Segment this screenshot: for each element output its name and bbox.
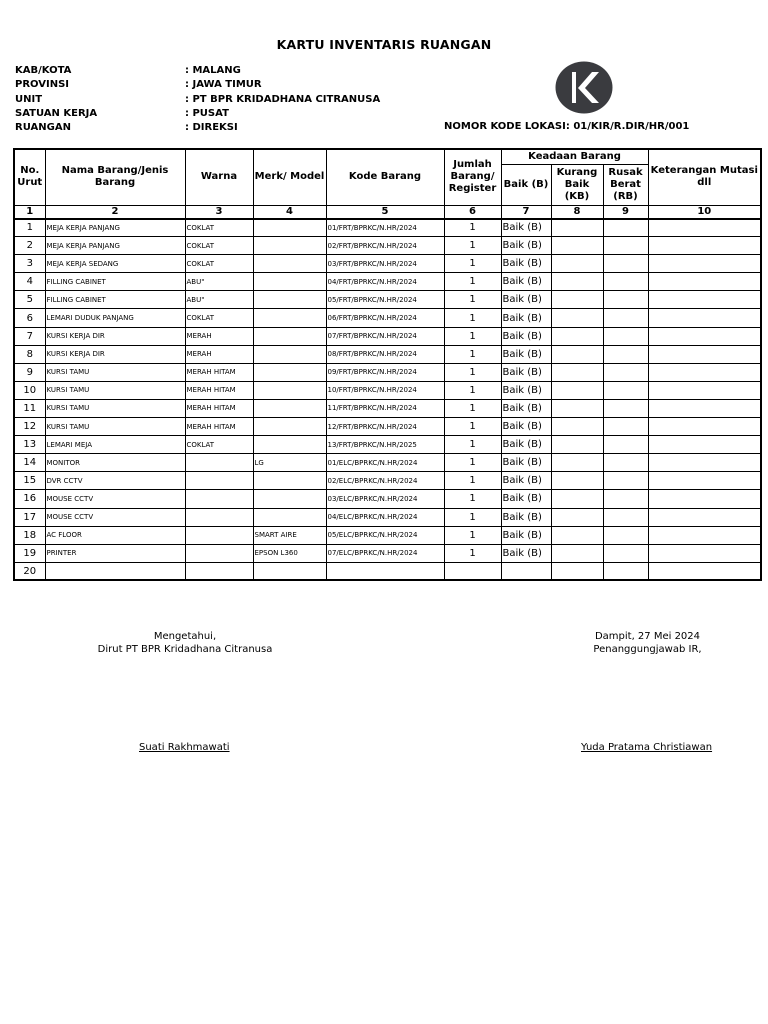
- cell-code: 06/FRT/BPRKC/N.HR/2024: [326, 309, 444, 327]
- cell-no: 16: [14, 490, 45, 508]
- cell-code: 05/ELC/BPRKC/N.HR/2024: [326, 526, 444, 544]
- inventory-table: [13, 148, 762, 581]
- table-row: [14, 418, 761, 436]
- cell-name: KURSI TAMU: [45, 399, 185, 417]
- cell-qty: [444, 562, 501, 580]
- cell-color: [185, 472, 253, 490]
- table-row: [14, 327, 761, 345]
- cell-name: MOUSE CCTV: [45, 490, 185, 508]
- cell-note: [648, 418, 761, 436]
- cell-qty: 1: [444, 309, 501, 327]
- cell-brand: [253, 436, 326, 454]
- info-row-unit: [15, 93, 380, 107]
- column-number: 7: [501, 205, 551, 219]
- cell-name: MEJA KERJA SEDANG: [45, 255, 185, 273]
- table-row: [14, 291, 761, 309]
- k-logo-icon: [555, 61, 613, 114]
- cell-qty: 1: [444, 418, 501, 436]
- cell-code: 03/ELC/BPRKC/N.HR/2024: [326, 490, 444, 508]
- cell-name: KURSI TAMU: [45, 363, 185, 381]
- cell-good: Baik (B): [501, 363, 551, 381]
- cell-broken: [603, 345, 648, 363]
- signature-left-line2: Dirut PT BPR Kridadhana Citranusa: [97, 644, 273, 655]
- info-value: : PT BPR KRIDADHANA CITRANUSA: [185, 93, 381, 105]
- cell-brand: [253, 381, 326, 399]
- cell-name: MEJA KERJA PANJANG: [45, 237, 185, 255]
- cell-good: Baik (B): [501, 472, 551, 490]
- cell-color: [185, 490, 253, 508]
- cell-name: [45, 562, 185, 580]
- cell-good: Baik (B): [501, 399, 551, 417]
- table-row: [14, 309, 761, 327]
- cell-broken: [603, 436, 648, 454]
- cell-note: [648, 490, 761, 508]
- cell-broken: [603, 454, 648, 472]
- cell-color: MERAH HITAM: [185, 399, 253, 417]
- info-label: PROVINSI: [15, 79, 70, 91]
- cell-code: 02/ELC/BPRKC/N.HR/2024: [326, 472, 444, 490]
- cell-brand: [253, 508, 326, 526]
- cell-good: Baik (B): [501, 436, 551, 454]
- column-number: 4: [253, 205, 326, 219]
- cell-broken: [603, 309, 648, 327]
- cell-color: MERAH HITAM: [185, 418, 253, 436]
- cell-fair: [551, 363, 603, 381]
- cell-code: 05/FRT/BPRKC/N.HR/2024: [326, 291, 444, 309]
- info-label: RUANGAN: [15, 122, 71, 134]
- table-row: [14, 237, 761, 255]
- cell-code: 03/FRT/BPRKC/N.HR/2024: [326, 255, 444, 273]
- cell-code: 13/FRT/BPRKC/N.HR/2025: [326, 436, 444, 454]
- cell-brand: [253, 309, 326, 327]
- page-title: KARTU INVENTARIS RUANGAN: [276, 37, 492, 52]
- cell-broken: [603, 237, 648, 255]
- cell-no: 4: [14, 273, 45, 291]
- cell-brand: [253, 237, 326, 255]
- table-row: [14, 381, 761, 399]
- cell-brand: [253, 219, 326, 237]
- table-row: [14, 255, 761, 273]
- cell-broken: [603, 363, 648, 381]
- table-row: [14, 399, 761, 417]
- table-row: [14, 562, 761, 580]
- cell-fair: [551, 255, 603, 273]
- cell-qty: 1: [444, 544, 501, 562]
- cell-name: KURSI KERJA DIR: [45, 345, 185, 363]
- cell-qty: 1: [444, 219, 501, 237]
- cell-good: Baik (B): [501, 309, 551, 327]
- info-row-provinsi: [15, 78, 380, 92]
- cell-code: 08/FRT/BPRKC/N.HR/2024: [326, 345, 444, 363]
- signature-right-name: Yuda Pratama Christiawan: [581, 742, 713, 753]
- signature-right: [560, 630, 735, 656]
- cell-fair: [551, 291, 603, 309]
- cell-name: KURSI KERJA DIR: [45, 327, 185, 345]
- cell-brand: [253, 345, 326, 363]
- header-brand: Merk/ Model: [253, 149, 326, 205]
- cell-note: [648, 562, 761, 580]
- cell-code: 02/FRT/BPRKC/N.HR/2024: [326, 237, 444, 255]
- info-value: : MALANG: [185, 65, 241, 76]
- cell-good: Baik (B): [501, 327, 551, 345]
- cell-color: ABU": [185, 291, 253, 309]
- cell-qty: 1: [444, 291, 501, 309]
- cell-color: [185, 454, 253, 472]
- cell-color: COKLAT: [185, 255, 253, 273]
- cell-color: COKLAT: [185, 309, 253, 327]
- cell-broken: [603, 526, 648, 544]
- cell-good: Baik (B): [501, 237, 551, 255]
- cell-no: 9: [14, 363, 45, 381]
- cell-name: PRINTER: [45, 544, 185, 562]
- cell-fair: [551, 562, 603, 580]
- cell-no: 17: [14, 508, 45, 526]
- cell-qty: 1: [444, 526, 501, 544]
- cell-good: Baik (B): [501, 273, 551, 291]
- cell-qty: 1: [444, 508, 501, 526]
- info-value: : PUSAT: [185, 107, 229, 119]
- cell-broken: [603, 418, 648, 436]
- table-row: [14, 363, 761, 381]
- info-block: [15, 64, 380, 135]
- cell-no: 5: [14, 291, 45, 309]
- cell-qty: 1: [444, 345, 501, 363]
- cell-color: MERAH HITAM: [185, 363, 253, 381]
- column-number: 6: [444, 205, 501, 219]
- info-row-ruangan: [15, 121, 380, 135]
- column-number: 3: [185, 205, 253, 219]
- cell-qty: 1: [444, 399, 501, 417]
- cell-no: 7: [14, 327, 45, 345]
- cell-good: Baik (B): [501, 454, 551, 472]
- cell-fair: [551, 544, 603, 562]
- cell-note: [648, 436, 761, 454]
- cell-broken: [603, 472, 648, 490]
- header-condition: Keadaan Barang: [501, 149, 648, 164]
- cell-note: [648, 255, 761, 273]
- cell-code: [326, 562, 444, 580]
- cell-code: 11/FRT/BPRKC/N.HR/2024: [326, 399, 444, 417]
- cell-code: 07/FRT/BPRKC/N.HR/2024: [326, 327, 444, 345]
- cell-name: AC FLOOR: [45, 526, 185, 544]
- cell-fair: [551, 219, 603, 237]
- table-row: [14, 526, 761, 544]
- cell-brand: [253, 399, 326, 417]
- cell-name: LEMARI MEJA: [45, 436, 185, 454]
- cell-broken: [603, 399, 648, 417]
- cell-name: MONITOR: [45, 454, 185, 472]
- cell-qty: 1: [444, 327, 501, 345]
- column-number: 1: [14, 205, 45, 219]
- cell-note: [648, 363, 761, 381]
- cell-fair: [551, 273, 603, 291]
- cell-no: 19: [14, 544, 45, 562]
- cell-fair: [551, 381, 603, 399]
- cell-fair: [551, 436, 603, 454]
- info-row-satuan-kerja: [15, 107, 380, 121]
- cell-brand: [253, 363, 326, 381]
- cell-name: DVR CCTV: [45, 472, 185, 490]
- table-row: [14, 544, 761, 562]
- info-label: KAB/KOTA: [15, 65, 72, 76]
- cell-fair: [551, 327, 603, 345]
- cell-fair: [551, 472, 603, 490]
- cell-name: FILLING CABINET: [45, 291, 185, 309]
- cell-broken: [603, 327, 648, 345]
- cell-note: [648, 544, 761, 562]
- cell-qty: 1: [444, 454, 501, 472]
- column-number: 5: [326, 205, 444, 219]
- cell-no: 11: [14, 399, 45, 417]
- cell-brand: [253, 327, 326, 345]
- cell-color: MERAH HITAM: [185, 381, 253, 399]
- table-row: [14, 490, 761, 508]
- cell-note: [648, 472, 761, 490]
- table-row: [14, 436, 761, 454]
- cell-fair: [551, 418, 603, 436]
- cell-good: Baik (B): [501, 381, 551, 399]
- cell-color: [185, 562, 253, 580]
- cell-color: MERAH: [185, 345, 253, 363]
- cell-good: Baik (B): [501, 219, 551, 237]
- column-number: 8: [551, 205, 603, 219]
- cell-no: 8: [14, 345, 45, 363]
- cell-no: 1: [14, 219, 45, 237]
- table-row: [14, 508, 761, 526]
- cell-no: 2: [14, 237, 45, 255]
- cell-color: COKLAT: [185, 237, 253, 255]
- header-broken: Rusak Berat (RB): [603, 164, 648, 205]
- cell-note: [648, 327, 761, 345]
- cell-note: [648, 399, 761, 417]
- cell-brand: SMART AIRE: [253, 526, 326, 544]
- cell-good: Baik (B): [501, 418, 551, 436]
- cell-no: 15: [14, 472, 45, 490]
- cell-note: [648, 526, 761, 544]
- cell-name: MOUSE CCTV: [45, 508, 185, 526]
- cell-fair: [551, 508, 603, 526]
- cell-color: COKLAT: [185, 219, 253, 237]
- cell-no: 18: [14, 526, 45, 544]
- cell-brand: LG: [253, 454, 326, 472]
- cell-note: [648, 219, 761, 237]
- cell-brand: [253, 472, 326, 490]
- table-row: [14, 273, 761, 291]
- info-label: UNIT: [15, 93, 43, 105]
- header-no: No. Urut: [14, 149, 45, 205]
- cell-fair: [551, 399, 603, 417]
- cell-code: 07/ELC/BPRKC/N.HR/2024: [326, 544, 444, 562]
- cell-no: 14: [14, 454, 45, 472]
- cell-code: 04/FRT/BPRKC/N.HR/2024: [326, 273, 444, 291]
- cell-qty: 1: [444, 490, 501, 508]
- signature-right-line2: Penanggungjawab IR,: [593, 644, 702, 655]
- cell-note: [648, 508, 761, 526]
- cell-code: 09/FRT/BPRKC/N.HR/2024: [326, 363, 444, 381]
- cell-no: 10: [14, 381, 45, 399]
- cell-no: 6: [14, 309, 45, 327]
- header-code: Kode Barang: [326, 149, 444, 205]
- signature-left-line1: Mengetahui,: [153, 631, 217, 642]
- cell-fair: [551, 345, 603, 363]
- cell-qty: 1: [444, 381, 501, 399]
- header-note: Keterangan Mutasi dll: [648, 149, 761, 205]
- cell-broken: [603, 562, 648, 580]
- cell-brand: [253, 490, 326, 508]
- info-value: : DIREKSI: [185, 122, 238, 134]
- cell-brand: [253, 291, 326, 309]
- cell-broken: [603, 508, 648, 526]
- signature-left-name: Suati Rakhmawati: [139, 742, 230, 753]
- cell-code: 01/FRT/BPRKC/N.HR/2024: [326, 219, 444, 237]
- cell-fair: [551, 237, 603, 255]
- cell-name: KURSI TAMU: [45, 381, 185, 399]
- header-color: Warna: [185, 149, 253, 205]
- cell-code: 10/FRT/BPRKC/N.HR/2024: [326, 381, 444, 399]
- cell-good: [501, 562, 551, 580]
- header-good: Baik (B): [501, 164, 551, 205]
- info-row-kabkota: [15, 64, 380, 78]
- cell-color: [185, 526, 253, 544]
- cell-name: MEJA KERJA PANJANG: [45, 219, 185, 237]
- cell-no: 13: [14, 436, 45, 454]
- cell-code: 12/FRT/BPRKC/N.HR/2024: [326, 418, 444, 436]
- cell-color: MERAH: [185, 327, 253, 345]
- column-number: 9: [603, 205, 648, 219]
- cell-good: Baik (B): [501, 345, 551, 363]
- cell-broken: [603, 381, 648, 399]
- header-name: Nama Barang/Jenis Barang: [45, 149, 185, 205]
- cell-note: [648, 237, 761, 255]
- cell-color: COKLAT: [185, 436, 253, 454]
- header-qty: Jumlah Barang/ Register: [444, 149, 501, 205]
- cell-fair: [551, 490, 603, 508]
- column-number: 10: [648, 205, 761, 219]
- cell-brand: [253, 562, 326, 580]
- cell-note: [648, 273, 761, 291]
- cell-fair: [551, 526, 603, 544]
- cell-qty: 1: [444, 255, 501, 273]
- table-row: [14, 454, 761, 472]
- cell-broken: [603, 291, 648, 309]
- signature-right-line1: Dampit, 27 Mei 2024: [594, 631, 701, 642]
- cell-name: FILLING CABINET: [45, 273, 185, 291]
- info-label: SATUAN KERJA: [15, 107, 98, 119]
- cell-qty: 1: [444, 363, 501, 381]
- cell-qty: 1: [444, 237, 501, 255]
- table-row: [14, 219, 761, 237]
- cell-fair: [551, 454, 603, 472]
- cell-broken: [603, 490, 648, 508]
- cell-good: Baik (B): [501, 508, 551, 526]
- cell-color: [185, 508, 253, 526]
- cell-brand: EPSON L360: [253, 544, 326, 562]
- cell-qty: 1: [444, 273, 501, 291]
- cell-qty: 1: [444, 436, 501, 454]
- cell-note: [648, 381, 761, 399]
- cell-note: [648, 345, 761, 363]
- table-row: [14, 345, 761, 363]
- info-value: : JAWA TIMUR: [185, 79, 262, 91]
- cell-good: Baik (B): [501, 490, 551, 508]
- cell-code: 01/ELC/BPRKC/N.HR/2024: [326, 454, 444, 472]
- cell-good: Baik (B): [501, 291, 551, 309]
- cell-good: Baik (B): [501, 526, 551, 544]
- cell-brand: [253, 255, 326, 273]
- cell-note: [648, 454, 761, 472]
- cell-note: [648, 309, 761, 327]
- cell-color: ABU": [185, 273, 253, 291]
- cell-brand: [253, 273, 326, 291]
- cell-code: 04/ELC/BPRKC/N.HR/2024: [326, 508, 444, 526]
- cell-broken: [603, 273, 648, 291]
- cell-good: Baik (B): [501, 255, 551, 273]
- signature-left: [80, 630, 290, 656]
- cell-broken: [603, 544, 648, 562]
- cell-no: 3: [14, 255, 45, 273]
- cell-name: LEMARI DUDUK PANJANG: [45, 309, 185, 327]
- location-code: NOMOR KODE LOKASI: 01/KIR/R.DIR/HR/001: [444, 121, 690, 132]
- cell-broken: [603, 255, 648, 273]
- cell-brand: [253, 418, 326, 436]
- table-row: [14, 472, 761, 490]
- cell-no: 12: [14, 418, 45, 436]
- cell-fair: [551, 309, 603, 327]
- cell-no: 20: [14, 562, 45, 580]
- cell-good: Baik (B): [501, 544, 551, 562]
- column-number: 2: [45, 205, 185, 219]
- cell-color: [185, 544, 253, 562]
- cell-qty: 1: [444, 472, 501, 490]
- cell-broken: [603, 219, 648, 237]
- cell-note: [648, 291, 761, 309]
- cell-name: KURSI TAMU: [45, 418, 185, 436]
- header-fair: Kurang Baik (KB): [551, 164, 603, 205]
